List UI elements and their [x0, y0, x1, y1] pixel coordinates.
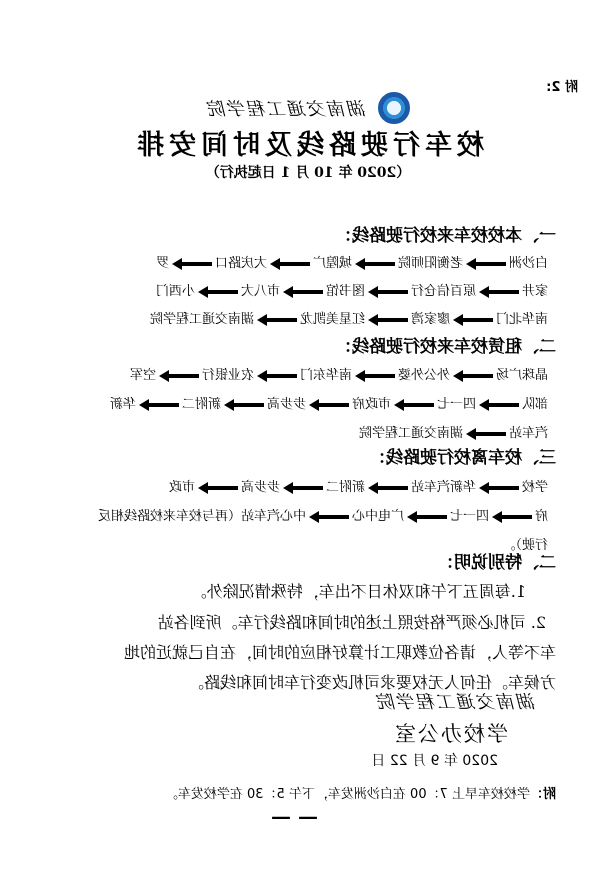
route-stop: 南华东门: [299, 368, 352, 383]
arrow-right-icon: [309, 399, 349, 411]
footnote-label: 附：: [529, 787, 556, 802]
arrow-right-icon: [309, 511, 349, 523]
note-paragraph: 车不等人，请各位教职工计算好相应的时间，在自己就近的地: [123, 643, 556, 662]
school-name-logo: 湖南交通工程学院: [206, 99, 367, 120]
footnote-text: 学校校车早上 7：00 在白沙洲发车，下午 5：30 在学校发车。: [164, 787, 530, 802]
page-number: — —: [271, 804, 318, 828]
arrow-right-icon: [466, 428, 506, 440]
arrow-right-icon: [368, 314, 408, 326]
route-line: [130, 364, 548, 383]
route-stop: 原百信仓行: [410, 284, 476, 299]
route-stop: 空军: [129, 368, 156, 383]
note-paragraph: 1.每周五下午和双休日不出车，特殊情况除外。: [190, 582, 526, 601]
route-line: [110, 393, 548, 412]
arrow-right-icon: [479, 286, 519, 298]
route-line: [156, 252, 548, 271]
arrow-right-icon: [257, 314, 297, 326]
route-stop: 汽车站: [508, 426, 548, 441]
school-header: [0, 92, 616, 124]
arrow-right-icon: [172, 258, 212, 270]
route-stop: 新附二: [181, 397, 221, 412]
arrow-right-icon: [224, 399, 264, 411]
route-stop: 城隍广: [312, 256, 352, 271]
route-stop: 老衡阳师院: [397, 256, 463, 271]
route-stop: 府: [534, 509, 548, 524]
attachment-label: 附 2:: [546, 80, 578, 95]
route-stop: 图书馆: [325, 284, 365, 299]
signature-office: 学校办公室: [393, 722, 508, 746]
arrow-right-icon: [159, 370, 199, 382]
route-stop: 步步高: [240, 480, 280, 495]
arrow-right-icon: [139, 399, 179, 411]
arrow-right-icon: [466, 258, 506, 270]
route-stop: 行驶）。: [502, 538, 548, 553]
route-stop: 红星美凯龙: [299, 312, 365, 327]
route-stop: 南华北门: [495, 312, 548, 327]
section1-heading: 一、本校校车来校行驶路线：: [335, 226, 556, 246]
section3-heading: 三、校车离校行驶路线：: [369, 448, 556, 468]
arrow-right-icon: [198, 482, 238, 494]
route-line: [150, 308, 548, 327]
signature-school: 湖南交通工程学院: [376, 692, 536, 713]
note-paragraph: 2. 司机必须严格按照上述的时间和路线行车。所到各站: [157, 613, 546, 632]
route-stop: 晶珠广场: [495, 368, 548, 383]
document-subtitle: （2020 年 10 月 1 日起执行）: [205, 165, 411, 181]
route-stop: 农业银行: [201, 368, 254, 383]
route-line: [169, 476, 548, 495]
route-stop: 四一七: [436, 397, 476, 412]
route-stop: 中心汽车站（再与校车来校路线相反: [97, 509, 306, 524]
note-paragraph: 方候车。任何人无权要求司机改变行车时间和线路。: [187, 673, 556, 692]
route-stop: 家井: [521, 284, 548, 299]
document-title: 校车行驶路线及时间安排: [132, 130, 484, 161]
footnote: [165, 783, 556, 802]
arrow-right-icon: [394, 399, 434, 411]
route-stop: 外公外婆: [397, 368, 450, 383]
route-stop: 市政府: [351, 397, 391, 412]
arrow-right-icon: [407, 511, 447, 523]
route-stop: 小西门: [155, 284, 195, 299]
route-stop: 华新汽车站: [410, 480, 476, 495]
route-stop: 四一七: [449, 509, 489, 524]
route-line: [98, 505, 548, 524]
route-stop: 广电中心: [351, 509, 404, 524]
route-stop: 市八大: [240, 284, 280, 299]
route-stop: 步步高: [266, 397, 306, 412]
arrow-right-icon: [270, 258, 310, 270]
arrow-right-icon: [368, 482, 408, 494]
route-stop: 学校: [521, 480, 548, 495]
route-stop: 白沙洲: [508, 256, 548, 271]
route-line: [156, 280, 548, 299]
arrow-right-icon: [283, 286, 323, 298]
section4-heading: 二、特别说明：: [437, 553, 556, 573]
arrow-right-icon: [492, 511, 532, 523]
route-stop: 市政: [168, 480, 195, 495]
arrow-right-icon: [453, 370, 493, 382]
arrow-right-icon: [453, 314, 493, 326]
route-stop: 新附二: [325, 480, 365, 495]
school-seal-icon: [378, 92, 410, 124]
signature-date: 2020 年 9 月 22 日: [371, 753, 498, 769]
arrow-right-icon: [283, 482, 323, 494]
route-stop: 部队: [521, 397, 548, 412]
arrow-right-icon: [355, 370, 395, 382]
arrow-right-icon: [355, 258, 395, 270]
section2-heading: 二、租赁校车来校行驶路线：: [335, 337, 556, 357]
route-line: [359, 422, 548, 441]
route-stop: 湖南交通工程学院: [358, 426, 463, 441]
route-stop: 廖家湾: [410, 312, 450, 327]
route-stop: 华新: [109, 397, 136, 412]
arrow-right-icon: [257, 370, 297, 382]
arrow-right-icon: [479, 399, 519, 411]
route-stop: 罗: [155, 256, 169, 271]
arrow-right-icon: [479, 482, 519, 494]
route-stop: 大庆路口: [214, 256, 267, 271]
arrow-right-icon: [198, 286, 238, 298]
arrow-right-icon: [368, 286, 408, 298]
route-stop: 湖南交通工程学院: [149, 312, 254, 327]
